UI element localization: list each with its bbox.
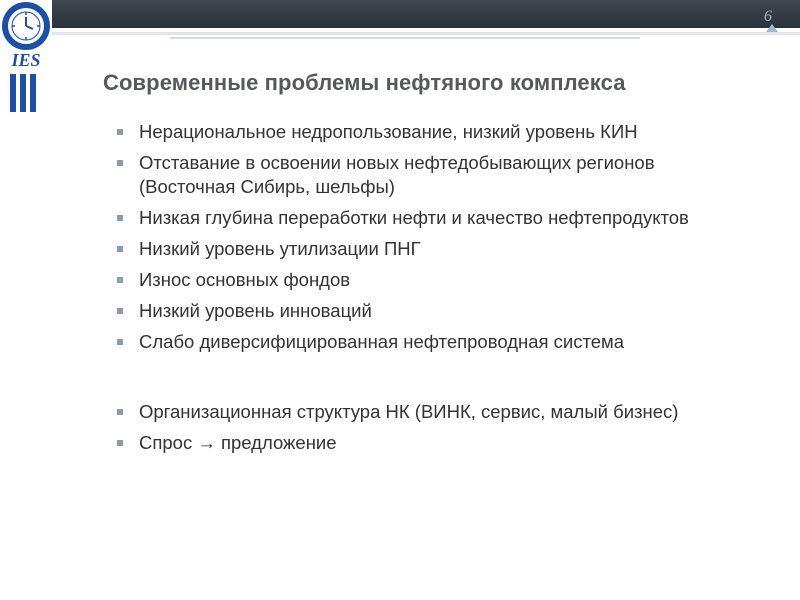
triangle-up-icon bbox=[766, 24, 778, 32]
list-item-text: Нерациональное недропользование, низкий уровень КИН bbox=[139, 121, 638, 142]
list-item bbox=[113, 268, 753, 292]
top-bar-accent-line bbox=[170, 37, 640, 39]
list-item-text: Износ основных фондов bbox=[139, 269, 351, 290]
clock-ies-logo-icon bbox=[0, 0, 52, 115]
list-item bbox=[113, 330, 753, 354]
list-item-text: Спрос → предложение bbox=[139, 432, 337, 453]
list-item bbox=[113, 120, 753, 144]
bullet-icon bbox=[117, 129, 123, 135]
list-item bbox=[113, 206, 753, 230]
bullet-list bbox=[113, 120, 753, 462]
list-item bbox=[113, 400, 753, 424]
list-item-text: Низкий уровень инноваций bbox=[139, 300, 372, 321]
list-item bbox=[113, 151, 753, 199]
bullet-icon bbox=[117, 409, 123, 415]
list-item-text: Организационная структура НК (ВИНК, сервис, малый бизнес) bbox=[139, 401, 679, 422]
top-bar-accent bbox=[52, 28, 800, 35]
bullet-icon bbox=[117, 160, 123, 166]
list-item-text: Отставание в освоении новых нефтедобывающих регионов (Восточная Сибирь, шельфы) bbox=[139, 152, 655, 197]
bullet-icon bbox=[117, 308, 123, 314]
slide-number: 6 bbox=[764, 8, 772, 25]
list-item bbox=[113, 237, 753, 261]
bullet-icon bbox=[117, 246, 123, 252]
list-item-text: Низкая глубина переработки нефти и качество нефтепродуктов bbox=[139, 207, 689, 228]
list-item bbox=[113, 431, 753, 455]
list-item-text: Слабо диверсифицированная нефтепроводная система bbox=[139, 331, 625, 352]
list-item bbox=[113, 299, 753, 323]
list-item-text: Низкий уровень утилизации ПНГ bbox=[139, 238, 421, 259]
bullet-icon bbox=[117, 277, 123, 283]
slide-title: Современные проблемы нефтяного комплекса bbox=[103, 70, 626, 95]
logo-text: IES bbox=[11, 50, 41, 70]
bullet-icon bbox=[117, 215, 123, 221]
bullet-icon bbox=[117, 339, 123, 345]
bullet-icon bbox=[117, 440, 123, 446]
top-bar bbox=[52, 0, 800, 28]
